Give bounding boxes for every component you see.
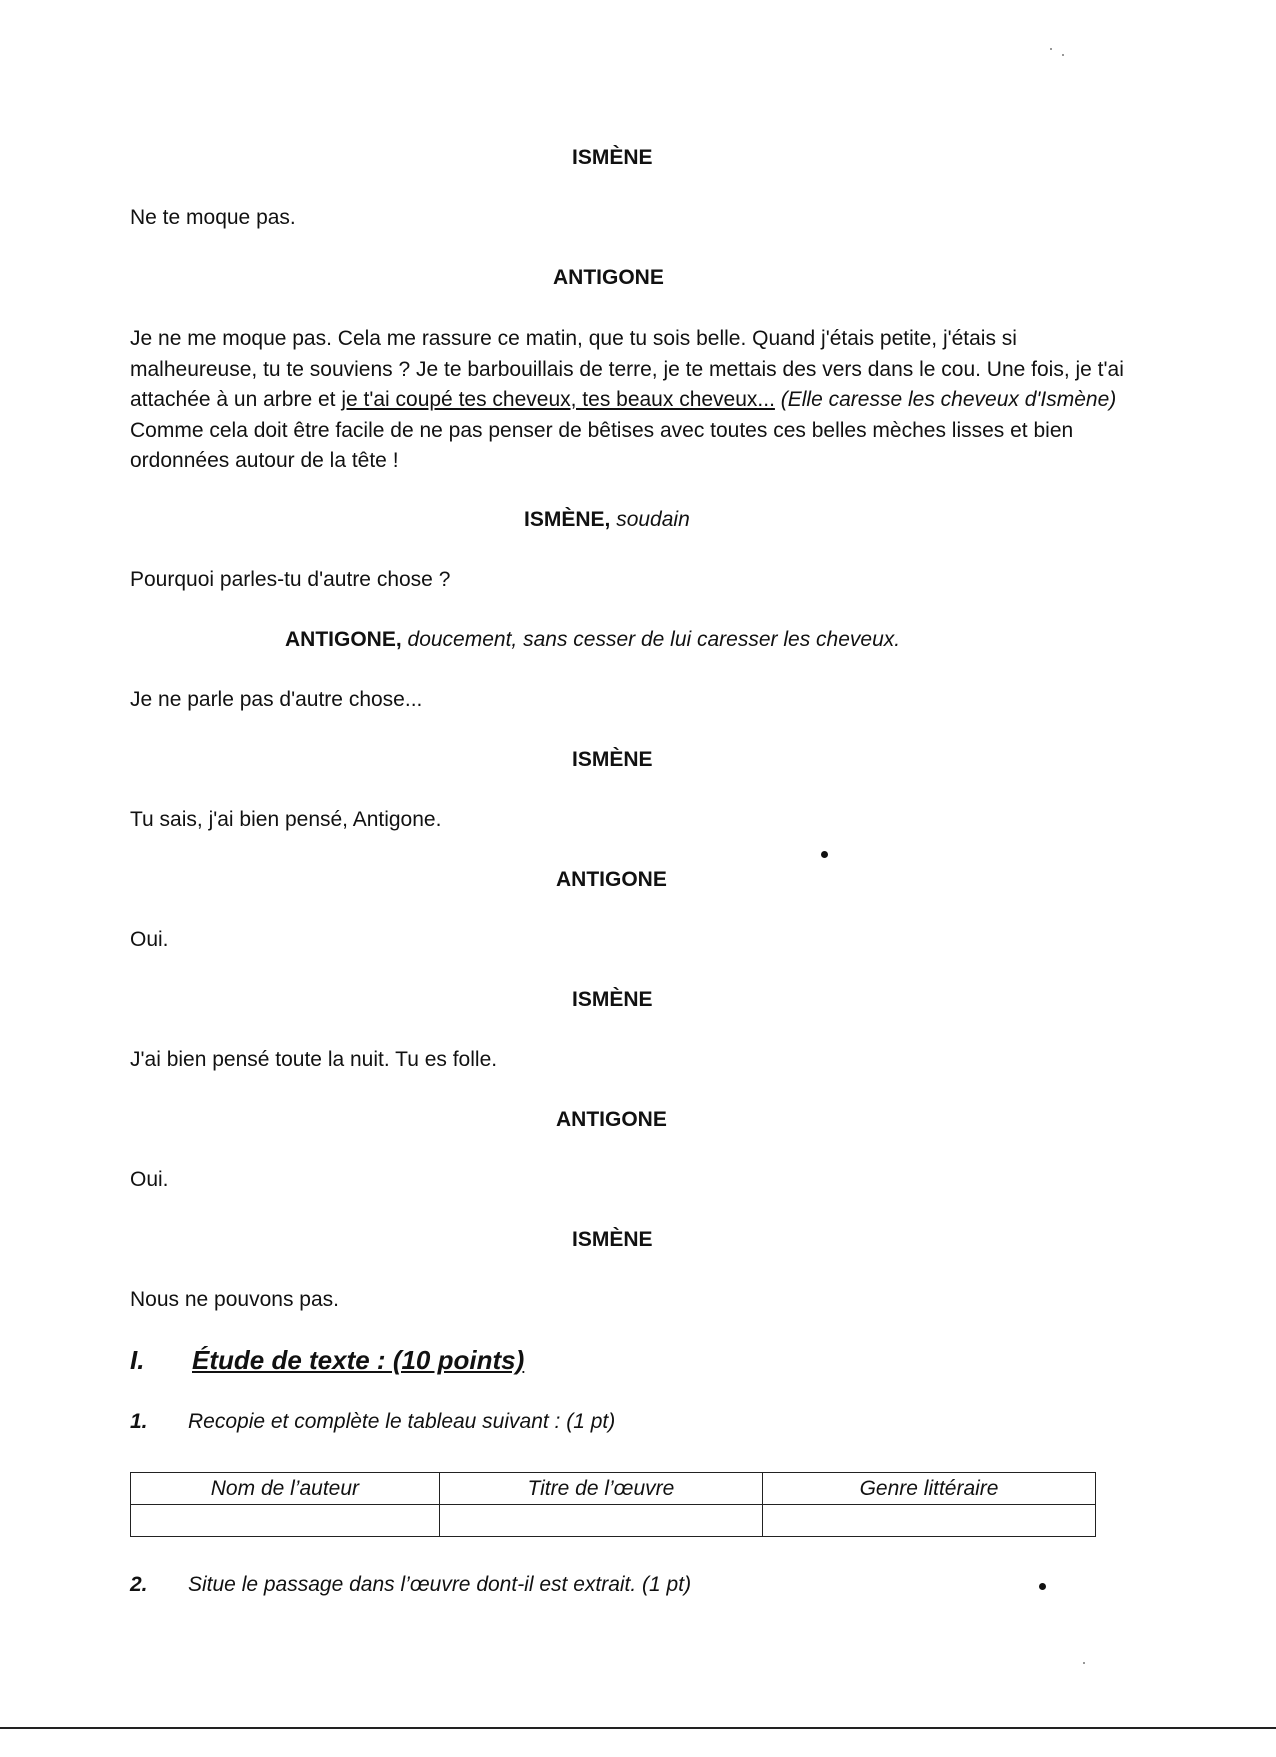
question-text: Situe le passage dans l’œuvre dont-il est extrait. (1 pt) bbox=[188, 1573, 692, 1596]
stage-direction: soudain bbox=[616, 508, 690, 531]
scan-dot bbox=[1039, 1583, 1046, 1590]
question-text: Recopie et complète le tableau suivant : (1 pt) bbox=[188, 1410, 616, 1433]
scan-speck bbox=[1083, 1662, 1085, 1664]
speaker-name: ANTIGONE, bbox=[285, 628, 402, 651]
section-title: Étude de texte : (10 points) bbox=[192, 1345, 525, 1375]
table-header-author: Nom de l’auteur bbox=[131, 1473, 440, 1505]
table-cell-genre bbox=[763, 1505, 1096, 1537]
question-number: 1. bbox=[130, 1410, 148, 1433]
speaker-antigone: ANTIGONE bbox=[556, 868, 667, 891]
speaker-ismene-soudain bbox=[524, 508, 690, 532]
speaker-ismene: ISMÈNE bbox=[572, 1228, 653, 1251]
question-number: 2. bbox=[130, 1573, 148, 1596]
bottom-rule bbox=[0, 1727, 1276, 1729]
question-1 bbox=[130, 1410, 615, 1434]
paragraph-text: Je ne me moque pas. Cela me rassure ce matin, que tu sois belle. Quand j'étais petite, j'étais si malheureuse, tu te souviens ? Je te barbouillais de terre, je te mettais des vers dans le cou. Une fois, je t'ai attachée à un arbre et bbox=[130, 327, 1124, 411]
table-header-row bbox=[131, 1473, 1096, 1505]
speaker-name: ISMÈNE, bbox=[524, 508, 611, 531]
scan-dot bbox=[821, 851, 828, 858]
section-number: I. bbox=[130, 1345, 145, 1375]
dialogue-line: Oui. bbox=[130, 928, 169, 951]
stage-direction: doucement, sans cesser de lui caresser les cheveux. bbox=[407, 628, 901, 651]
speaker-antigone: ANTIGONE bbox=[556, 1108, 667, 1131]
dialogue-line: Je ne parle pas d'autre chose... bbox=[130, 688, 423, 711]
table-header-title: Titre de l’œuvre bbox=[439, 1473, 762, 1505]
section-heading bbox=[130, 1345, 524, 1376]
speaker-ismene: ISMÈNE bbox=[572, 748, 653, 771]
scan-speck bbox=[1050, 48, 1052, 50]
speaker-ismene: ISMÈNE bbox=[572, 988, 653, 1011]
speaker-ismene: ISMÈNE bbox=[572, 146, 653, 169]
paragraph-text-end: Comme cela doit être facile de ne pas penser de bêtises avec toutes ces belles mèches lisses et bien ordonnées autour de la tête ! bbox=[130, 418, 1074, 472]
underlined-passage: je t'ai coupé tes cheveux, tes beaux cheveux... bbox=[341, 388, 775, 411]
dialogue-line: Ne te moque pas. bbox=[130, 206, 296, 229]
dialogue-paragraph bbox=[130, 324, 1130, 477]
answer-table bbox=[130, 1472, 1096, 1537]
question-2 bbox=[130, 1573, 691, 1597]
speaker-antigone-doucement bbox=[285, 628, 900, 652]
dialogue-line: Nous ne pouvons pas. bbox=[130, 1288, 339, 1311]
dialogue-line: Tu sais, j'ai bien pensé, Antigone. bbox=[130, 808, 442, 831]
dialogue-line: Pourquoi parles-tu d'autre chose ? bbox=[130, 568, 451, 591]
scan-speck bbox=[1062, 54, 1064, 56]
dialogue-line: J'ai bien pensé toute la nuit. Tu es folle. bbox=[130, 1048, 498, 1071]
stage-direction: (Elle caresse les cheveux d'Ismène) bbox=[780, 388, 1117, 411]
speaker-antigone: ANTIGONE bbox=[553, 266, 664, 289]
table-header-genre: Genre littéraire bbox=[763, 1473, 1096, 1505]
table-cell-title bbox=[439, 1505, 762, 1537]
table-row bbox=[131, 1505, 1096, 1537]
table-cell-author bbox=[131, 1505, 440, 1537]
dialogue-line: Oui. bbox=[130, 1168, 169, 1191]
